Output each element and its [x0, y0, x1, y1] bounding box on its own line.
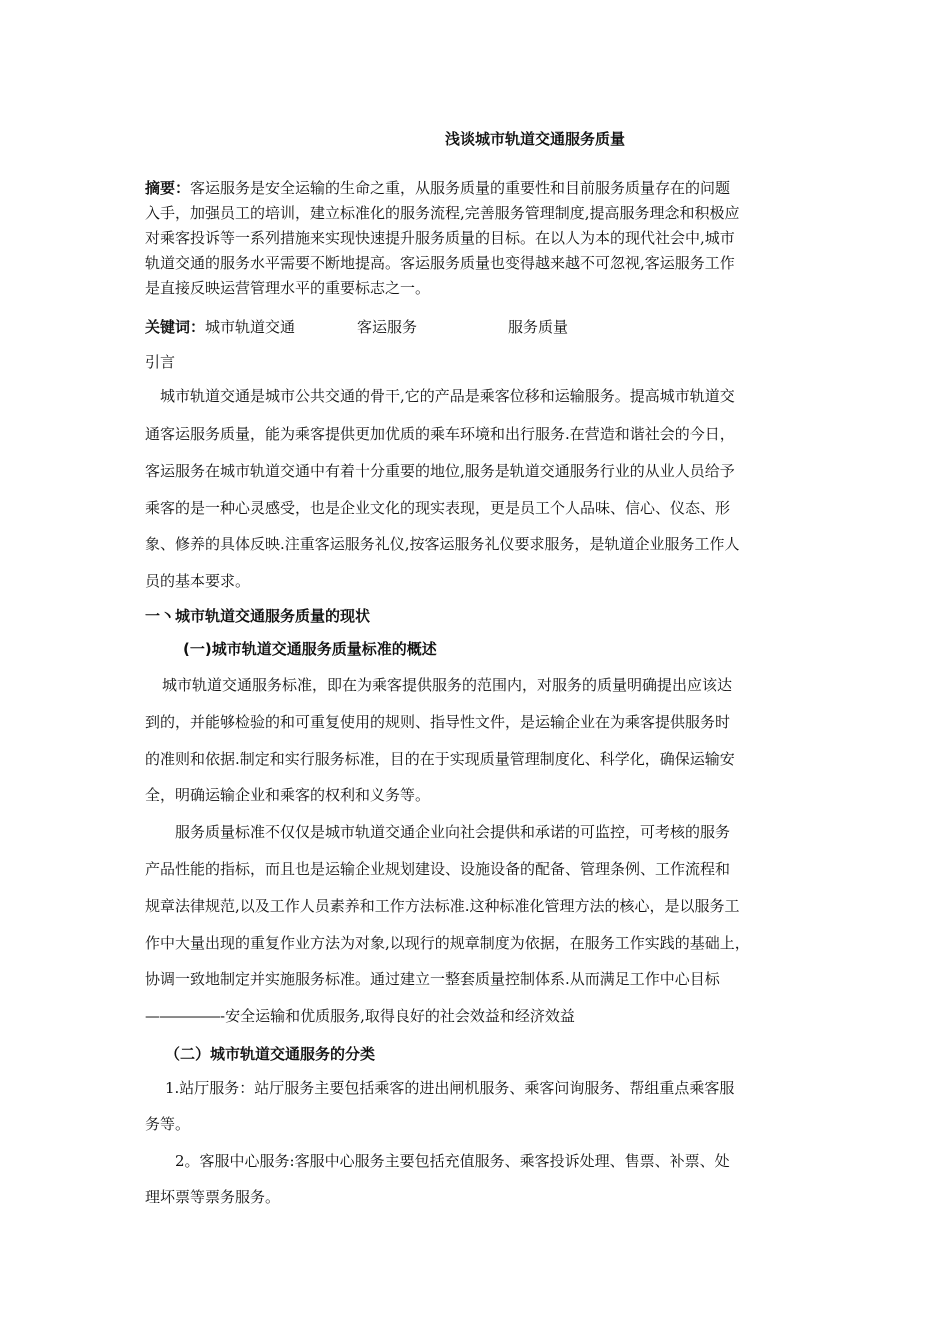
- intro-line-1: 城市轨道交通是城市公共交通的骨干,它的产品是乘客位移和运输服务。提高城市轨道交: [160, 387, 735, 405]
- keyword-item: 城市轨道交通: [205, 318, 296, 336]
- item1-line-2: 务等。: [145, 1115, 191, 1133]
- document-title: 浅谈城市轨道交通服务质量: [444, 130, 625, 148]
- subsection-heading: （二）城市轨道交通服务的分类: [165, 1045, 376, 1063]
- para1-line-1: 城市轨道交通服务标准，即在为乘客提供服务的范围内，对服务的质量明确提出应该达: [162, 676, 733, 694]
- item2-line-1: 2。客服中心服务:客服中心服务主要包括充值服务、乘客投诉处理、售票、补票、处: [175, 1152, 730, 1170]
- para2-line-6: —――――-安全运输和优质服务,取得良好的社会效益和经济效益: [145, 1007, 575, 1025]
- intro-line-6: 员的基本要求。: [145, 572, 251, 590]
- intro-line-2: 通客运服务质量，能为乘客提供更加优质的乘车环境和出行服务.在营造和谐社会的今日，: [145, 425, 735, 443]
- abstract-line-2: 入手，加强员工的培训，建立标准化的服务流程,完善服务管理制度,提高服务理念和积极应: [145, 204, 740, 222]
- subsection-heading: (一)城市轨道交通服务质量标准的概述: [183, 640, 437, 658]
- para1-line-2: 到的，并能够检验的和可重复使用的规则、指导性文件，是运输企业在为乘客提供服务时: [145, 713, 731, 731]
- para2-line-4: 作中大量出现的重复作业方法为对象,以现行的规章制度为依据，在服务工作实践的基础上，: [145, 934, 750, 952]
- intro-line-3: 客运服务在城市轨道交通中有着十分重要的地位,服务是轨道交通服务行业的从业人员给予: [145, 462, 735, 480]
- abstract-line-4: 轨道交通的服务水平需要不断地提高。客运服务质量也变得越来越不可忽视,客运服务工作: [145, 254, 735, 272]
- keyword-item: 服务质量: [508, 318, 569, 336]
- abstract-line-1: [145, 177, 730, 198]
- item2-line-2: 理坏票等票务服务。: [145, 1188, 281, 1206]
- section-heading: 一丶城市轨道交通服务质量的现状: [145, 607, 371, 625]
- intro-heading: 引言: [145, 353, 176, 371]
- abstract-line-3: 对乘客投诉等一系列措施来实现快速提升服务质量的目标。在以人为本的现代社会中,城市: [145, 229, 735, 247]
- para2-line-1: 服务质量标准不仅仅是城市轨道交通企业向社会提供和承诺的可监控，可考核的服务: [175, 823, 731, 841]
- keywords-line: [145, 316, 568, 337]
- para2-line-3: 规章法律规范,以及工作人员素养和工作方法标准.这种标准化管理方法的核心，是以服务工: [145, 897, 740, 915]
- para1-line-4: 全，明确运输企业和乘客的权利和义务等。: [145, 786, 431, 804]
- abstract-label: 摘要：: [145, 179, 191, 197]
- keywords-label: 关键词：: [145, 318, 206, 336]
- intro-line-4: 乘客的是一种心灵感受，也是企业文化的现实表现，更是员工个人品味、信心、仪态、形: [145, 499, 731, 517]
- intro-line-5: 象、修养的具体反映.注重客运服务礼仪,按客运服务礼仪要求服务，是轨道企业服务工作人: [145, 535, 740, 553]
- para2-line-2: 产品性能的指标，而且也是运输企业规划建设、设施设备的配备、管理条例、工作流程和: [145, 860, 731, 878]
- para2-line-5: 协调一致地制定并实施服务标准。通过建立一整套质量控制体系.从而满足工作中心目标: [145, 970, 720, 988]
- abstract-text: 客运服务是安全运输的生命之重，从服务质量的重要性和目前服务质量存在的问题: [190, 179, 731, 197]
- para1-line-3: 的准则和依据.制定和实行服务标准，目的在于实现质量管理制度化、科学化，确保运输安: [145, 750, 735, 768]
- item1-line-1: 1.站厅服务：站厅服务主要包括乘客的进出闸机服务、乘客问询服务、帮组重点乘客服: [165, 1079, 735, 1097]
- keyword-item: 客运服务: [357, 318, 418, 336]
- abstract-line-5: 是直接反映运营管理水平的重要标志之一。: [145, 279, 431, 297]
